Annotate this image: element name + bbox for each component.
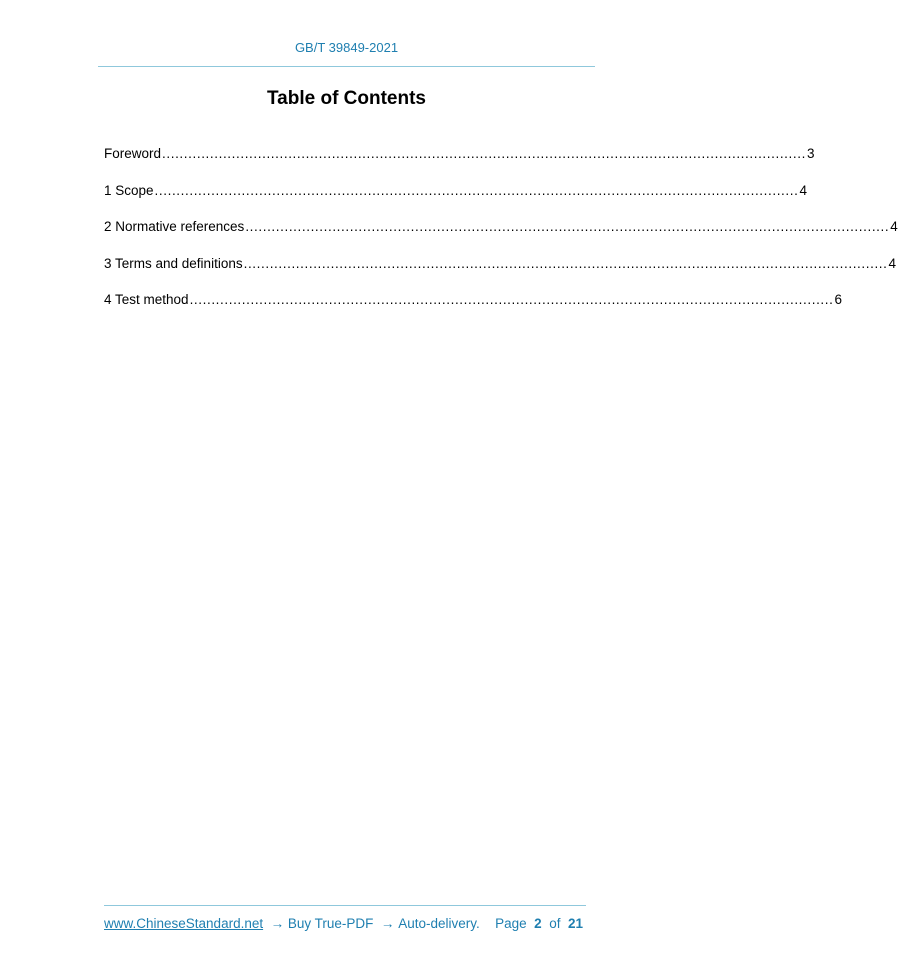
toc-entry-label: 3 Terms and definitions <box>104 255 243 271</box>
toc-entry-terms-and-definitions[interactable] <box>104 255 897 293</box>
toc-entry-label: 4 Test method <box>104 292 189 307</box>
toc-entry-normative-references[interactable] <box>104 219 898 256</box>
page-indicator <box>495 916 583 931</box>
arrow-right-icon: → <box>266 916 288 931</box>
arrow-right-icon: → <box>377 916 399 931</box>
toc-entry-foreword[interactable] <box>104 146 815 183</box>
total-pages-number: 21 <box>567 916 583 931</box>
toc-entry-label: Foreword <box>104 146 162 161</box>
toc-entry-test-method[interactable] <box>104 292 842 329</box>
toc-entry-page: 6 <box>834 292 842 307</box>
standard-code-header: GB/T 39849-2021 <box>294 40 399 55</box>
page-title: Table of Contents <box>266 88 427 109</box>
toc-leader-dots: .................................................................................................................................................... <box>189 292 834 307</box>
toc-leader-dots: .................................................................................................................................................... <box>154 182 799 198</box>
buy-true-pdf-text: Buy True-PDF <box>287 916 374 931</box>
header-divider <box>98 66 595 67</box>
page-word: Page <box>495 916 527 931</box>
toc-leader-dots: .................................................................................................................................................... <box>243 255 888 271</box>
footer-divider <box>104 905 586 906</box>
toc-entry-page: 4 <box>888 255 897 271</box>
toc-leader-dots: .................................................................................................................................................... <box>245 219 890 234</box>
toc-entry-label: 1 Scope <box>104 182 154 198</box>
toc-entry-page: 4 <box>890 219 898 234</box>
toc-leader-dots: .................................................................................................................................................... <box>162 146 806 161</box>
table-of-contents <box>104 146 898 329</box>
toc-entry-scope[interactable] <box>104 182 807 220</box>
auto-delivery-text: Auto-delivery. <box>398 916 480 931</box>
toc-entry-page: 3 <box>806 146 815 161</box>
page-footer <box>104 916 586 931</box>
toc-entry-page: 4 <box>799 182 807 198</box>
toc-entry-label: 2 Normative references <box>104 219 245 234</box>
of-word: of <box>549 916 561 931</box>
site-link[interactable]: www.ChineseStandard.net <box>104 916 264 931</box>
current-page-number: 2 <box>534 916 542 931</box>
